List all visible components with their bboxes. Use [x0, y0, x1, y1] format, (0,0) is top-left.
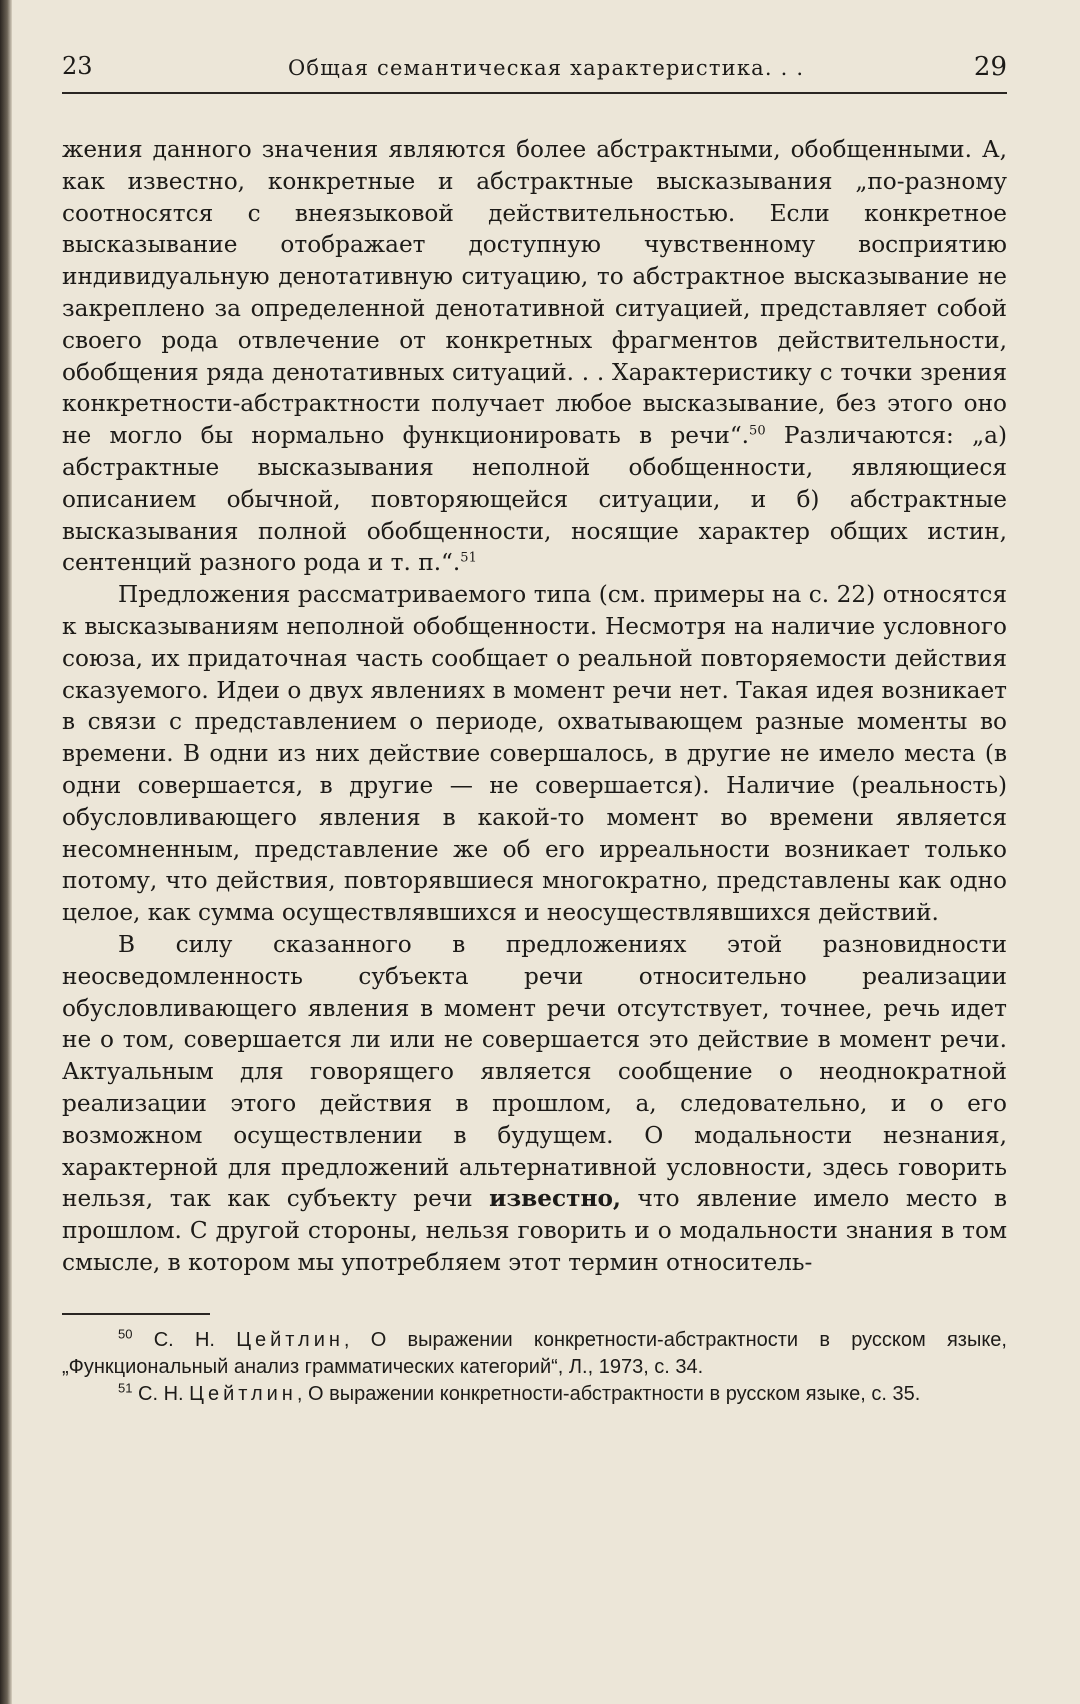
footnotes — [62, 1327, 1007, 1408]
header-left-number: 23 — [62, 52, 93, 80]
paragraph-1 — [62, 134, 1007, 579]
footnote-author: Цейтлин — [189, 1382, 297, 1405]
paragraph-1-part2: Различаются: „а) абстрактные высказывания неполной обобщенности, являющиеся описанием обычной, повторяющейся ситуации, и б) абстрактные высказывания полной обобщенности, носящие характер общих истин, сентенций разного рода и т. п.“. — [62, 422, 1007, 577]
main-text — [62, 134, 1007, 1279]
footnote-ref-50: 50 — [749, 423, 766, 439]
footnote-author: Цейтлин — [236, 1328, 344, 1351]
footnote-text: , О выражении конкретности-абстрактности в русском языке, „Функциональный анализ грамматических категорий“, Л., 1973, с. 34. — [62, 1328, 1007, 1378]
book-page — [62, 48, 1007, 1408]
running-header — [62, 48, 1007, 94]
paragraph-3 — [62, 929, 1007, 1279]
paragraph-1-part1: жения данного значения являются более абстрактными, обобщенными. А, как известно, конкретные и абстрактные высказывания „по-разному соотносятся с внеязыковой действительностью. Если конкретное высказывание отображает доступную чувственному восприятию индивидуальную денотативную ситуацию, то абстрактное высказывание не закреплено за определенной денотативной ситуацией, представляет собой своего рода отвлечение от конкретных фрагментов действительности, обобщения ряда денотативных ситуаций. . . Характеристику с точки зрения конкретности-абстрактности получает любое высказывание, без этого оно не могло бы нормально функционировать в речи“. — [62, 136, 1007, 450]
footnote-number: 51 — [118, 1380, 133, 1396]
paragraph-2: Предложения рассматриваемого типа (см. примеры на с. 22) относятся к высказываниям неполной обобщенности. Несмотря на наличие условного союза, их придаточная часть сообщает о реальной повторяемости действия сказуемого. Идеи о двух явлениях в момент речи нет. Такая идея возникает в связи с представлением о периоде, охватывающем разные моменты во времени. В одни из них действие совершалось, в другие не имело места (в одни совершается, в другие — не совершается). Наличие (реальность) обусловливающего явления в какой-то момент во времени является несомненным, представление же об его ирреальности возникает только потому, что действия, повторявшиеся многократно, представлены как одно целое, как сумма осуществлявшихся и неосуществлявшихся действий. — [62, 581, 1007, 927]
paragraph-3-after: что явление имело место в прошлом. С другой стороны, нельзя говорить и о модальности знания в том смысле, в котором мы употребляем этот термин относитель- — [62, 1185, 1007, 1276]
footnote-initials: С. Н. — [153, 1328, 215, 1351]
footnote-51 — [62, 1381, 1007, 1408]
book-spine-shadow — [0, 0, 12, 1704]
footnote-text: , О выражении конкретности-абстрактности в русском языке, с. 35. — [296, 1382, 921, 1405]
footnote-divider — [62, 1313, 210, 1315]
footnote-initials: С. Н. — [138, 1382, 184, 1405]
header-title: Общая семантическая характеристика. . . — [288, 56, 805, 80]
page-number: 29 — [973, 52, 1007, 82]
footnote-ref-51: 51 — [460, 550, 477, 566]
emphasis-word: известно, — [489, 1185, 621, 1213]
footnote-50 — [62, 1327, 1007, 1381]
footnote-number: 50 — [118, 1326, 133, 1342]
paragraph-3-before: В силу сказанного в предложениях этой разновидности неосведомленность субъекта речи относительно реализации обусловливающего явления в момент речи отсутствует, точнее, речь идет не о том, совершается ли или не совершается это действие в момент речи. Актуальным для говорящего является сообщение о неоднократной реализации этого действия в прошлом, а, следовательно, и о его возможном осуществлении в будущем. О модальности незнания, характерной для предложений альтернативной условности, здесь говорить нельзя, так как субъекту речи — [62, 930, 1007, 1213]
